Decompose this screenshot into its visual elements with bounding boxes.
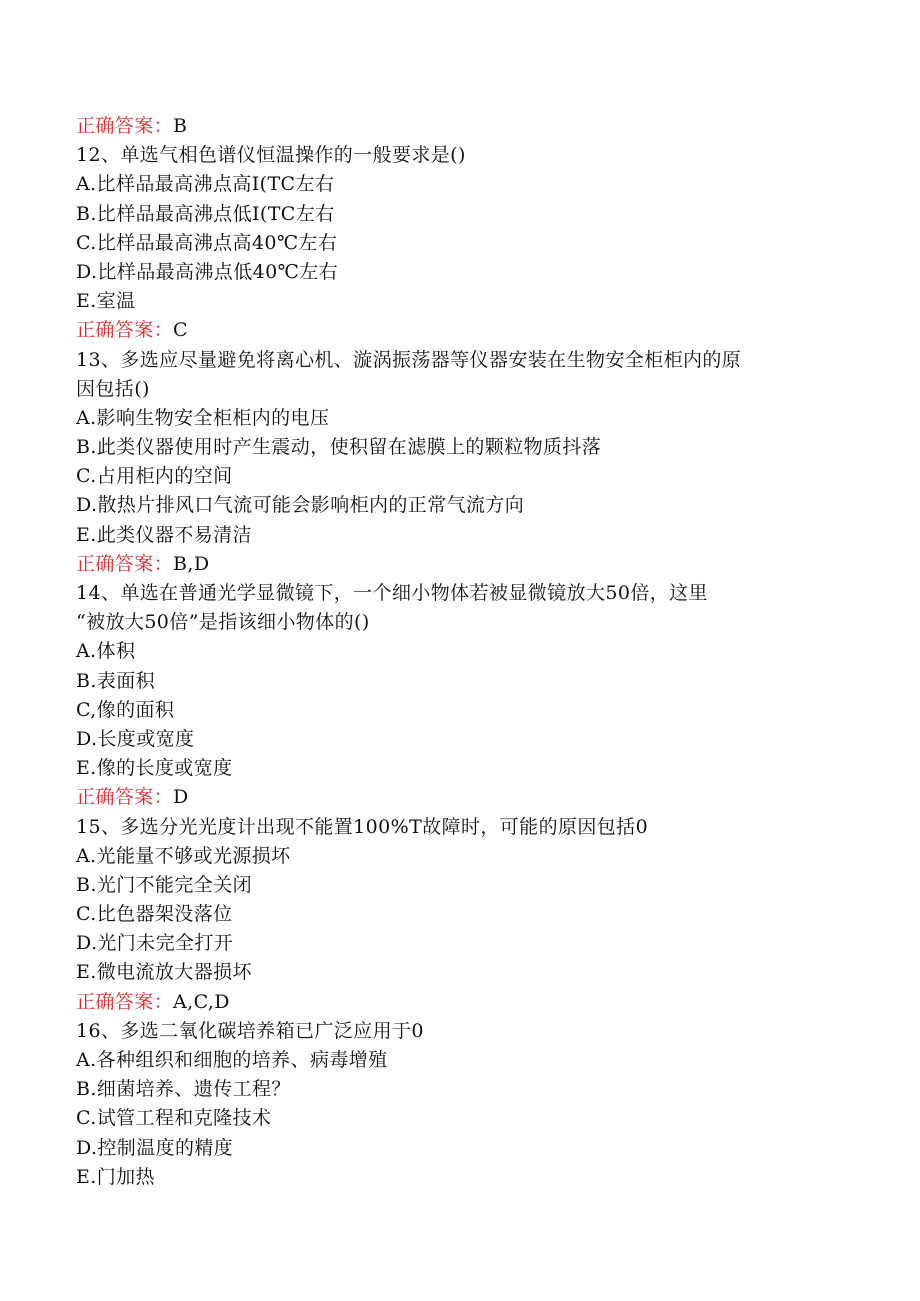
- option-text: B.此类仪器使用时产生震动，使积留在滤膜上的颗粒物质抖落: [76, 436, 602, 459]
- option-text: D.比样品最高沸点低40℃左右: [76, 260, 339, 283]
- answer-value: A,C,D: [173, 990, 230, 1013]
- option-text: A.各种组织和细胞的培养、病毒增殖: [76, 1049, 388, 1071]
- option-text: E.像的长度或宽度: [76, 757, 233, 780]
- option-text: B.比样品最高沸点低I(TC左右: [76, 202, 335, 225]
- answer-value: D: [173, 786, 189, 809]
- option-text: D.散热片排风口气流可能会影响柜内的正常气流方向: [76, 494, 525, 517]
- document-page: [76, 112, 856, 1192]
- correct-answer: [76, 316, 856, 345]
- correct-answer: [76, 550, 856, 579]
- correct-answer: [76, 988, 856, 1017]
- option-text: A.比样品最高沸点高I(TC左右: [76, 173, 335, 196]
- answer-label: 正确答案：: [76, 319, 174, 342]
- correct-answer: [76, 112, 856, 141]
- answer-value: B: [173, 115, 188, 137]
- option-text: C,像的面积: [76, 698, 175, 721]
- option-text: C.比色器架没落位: [76, 903, 233, 926]
- option-text: A.光能量不够或光源损坏: [76, 844, 291, 867]
- option-text: D.长度或宽度: [76, 727, 195, 750]
- option-text: A.体积: [76, 640, 136, 663]
- option-text: B.细菌培养、遗传工程？: [76, 1078, 291, 1101]
- option-text: E.室温: [76, 290, 136, 313]
- option-text: E.此类仪器不易清洁: [76, 523, 252, 546]
- question-text: 12、单选气相色谱仪恒温操作的一般要求是(): [76, 144, 466, 167]
- question-text: 16、多选二氧化碳培养箱已广泛应用于0: [76, 1019, 424, 1042]
- answer-label: 正确答案：: [76, 552, 174, 575]
- option-text: D.控制温度的精度: [76, 1136, 234, 1159]
- question-text: “被放大50倍”是指该细小物体的(): [76, 611, 370, 634]
- question-text: 13、多选应尽量避免将离心机、漩涡振荡器等仪器安装在生物安全柜柜内的原: [76, 348, 742, 371]
- option-text: B.光门不能完全关闭: [76, 873, 253, 896]
- answer-label: 正确答案：: [76, 786, 174, 809]
- option-text: D.光门未完全打开: [76, 932, 234, 955]
- option-text: C.试管工程和克隆技术: [76, 1107, 272, 1130]
- option-text: C.占用柜内的空间: [76, 465, 233, 488]
- answer-label: 正确答案：: [76, 990, 174, 1013]
- question-text: 15、多选分光光度计出现不能置100%T故障时，可能的原因包括0: [76, 815, 649, 838]
- option-text: E.门加热: [76, 1165, 155, 1188]
- answer-value: B,D: [173, 552, 210, 575]
- option-text: A.影响生物安全柜柜内的电压: [76, 406, 330, 429]
- correct-answer: [76, 783, 856, 812]
- answer-value: C: [173, 319, 188, 342]
- question-text: 14、单选在普通光学显微镜下，一个细小物体若被显微镜放大50倍，这里: [76, 582, 708, 604]
- answer-label: 正确答案：: [76, 115, 174, 137]
- option-text: B.表面积: [76, 669, 156, 692]
- option-text: C.比样品最高沸点高40℃左右: [76, 231, 338, 254]
- option-text: E.微电流放大器损坏: [76, 961, 252, 984]
- question-text: 因包括(): [76, 377, 150, 400]
